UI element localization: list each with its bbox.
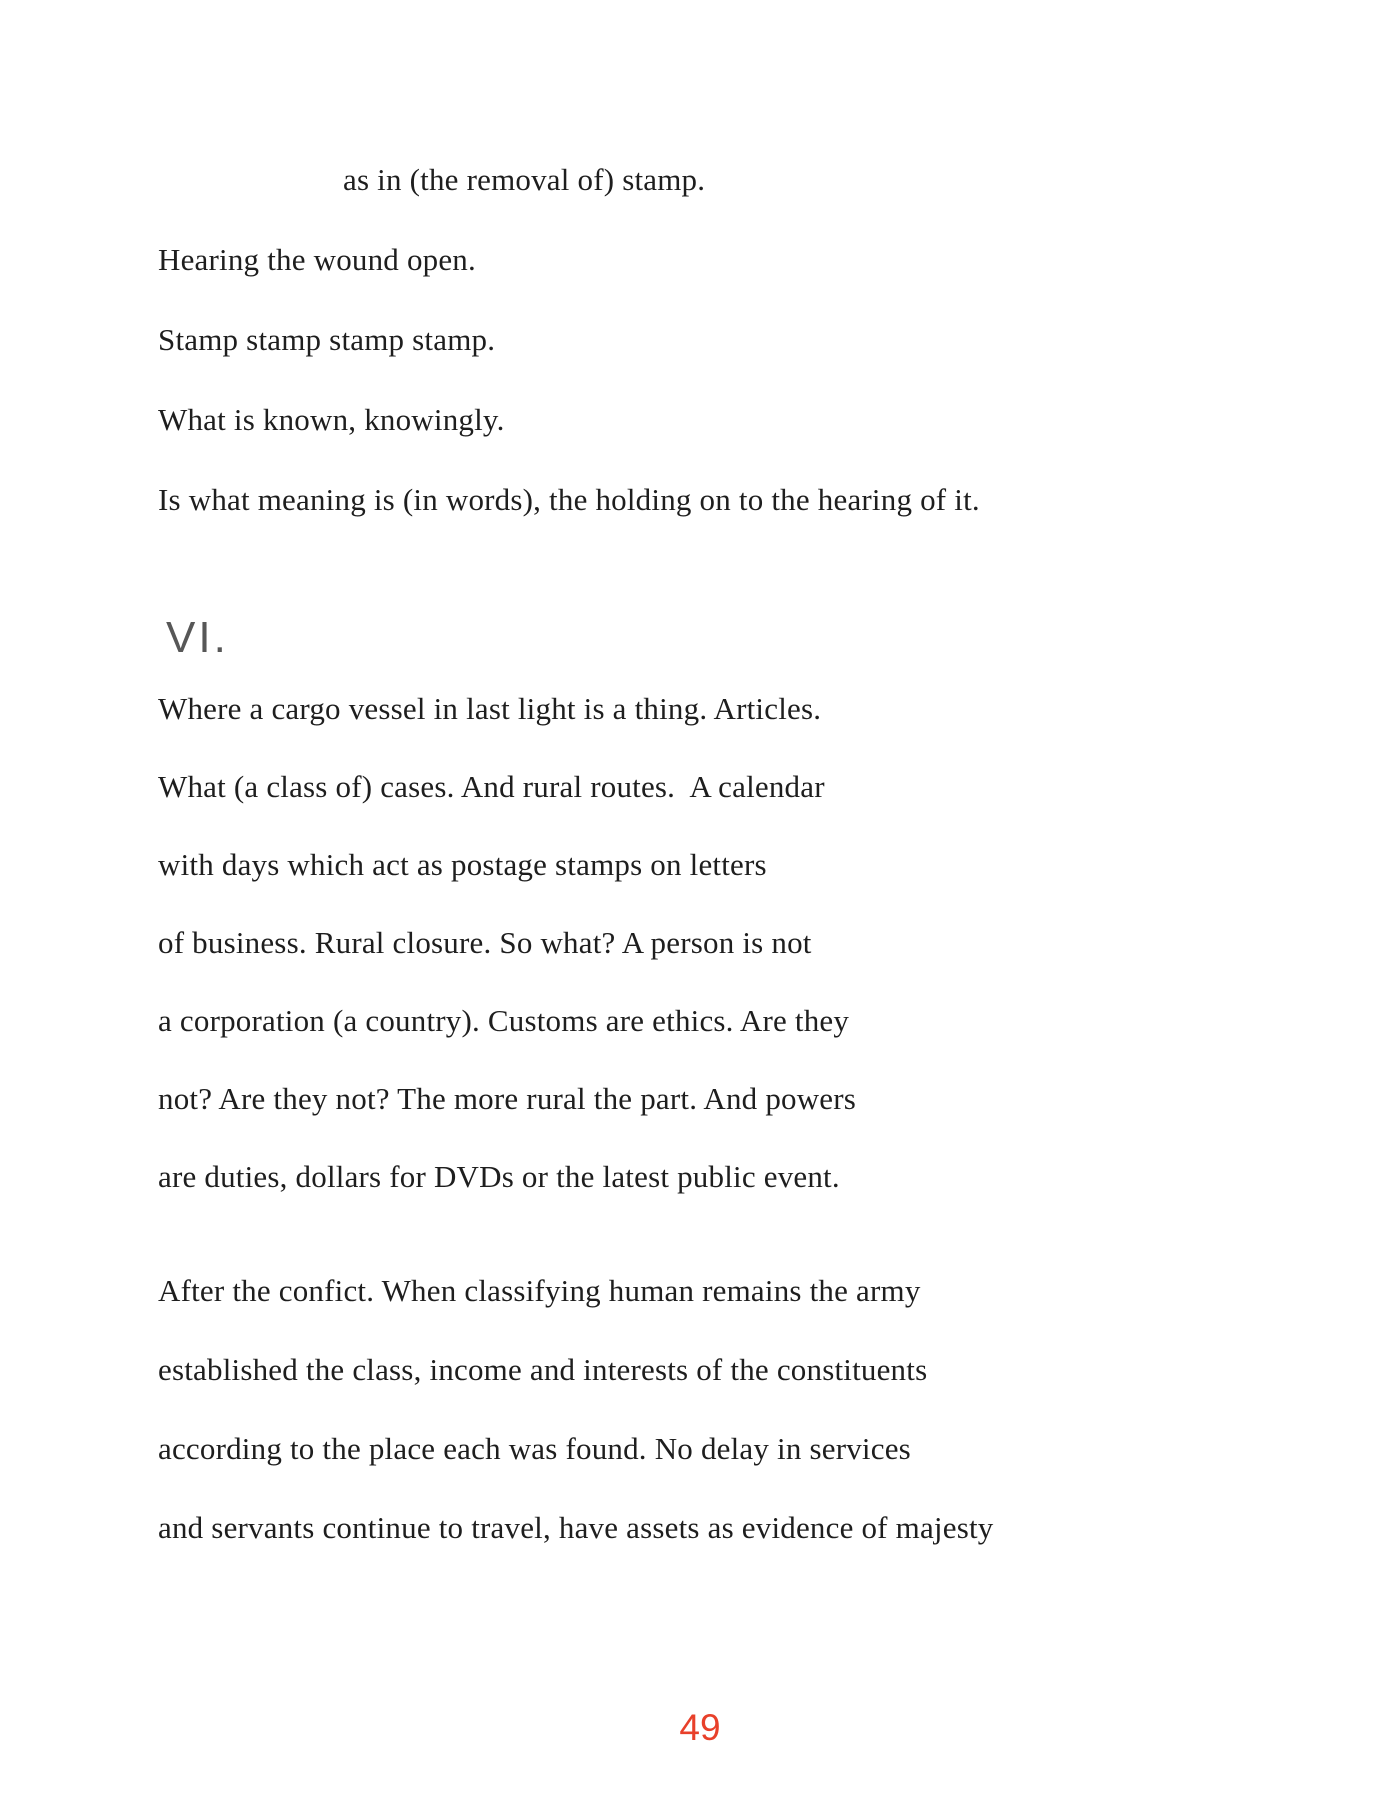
poem-line: a corporation (a country). Customs are ethics. Are they [158, 1003, 850, 1038]
poem-line: established the class, income and interests of the constituents [158, 1351, 928, 1387]
section-heading-vi: VI. [166, 613, 229, 662]
poem-line: are duties, dollars for DVDs or the latest public event. [158, 1159, 840, 1194]
poem-line: and servants continue to travel, have assets as evidence of majesty [158, 1509, 994, 1545]
page-number: 49 [679, 1707, 721, 1748]
poem-line: not? Are they not? The more rural the part. And powers [158, 1081, 857, 1116]
poem-line: After the confict. When classifying human remains the army [158, 1272, 921, 1308]
poem-line: of business. Rural closure. So what? A person is not [158, 925, 812, 960]
poem-line: Stamp stamp stamp stamp. [158, 322, 496, 357]
section-vi-stanza-1 [158, 670, 856, 1216]
poem-line: What (a class of) cases. And rural routes. A calendar [158, 769, 825, 804]
poem-line: Hearing the wound open. [158, 242, 476, 277]
poem-line: according to the place each was found. No delay in services [158, 1430, 911, 1466]
poem-line: with days which act as postage stamps on letters [158, 847, 767, 882]
page-footer [0, 1706, 1400, 1750]
poem-line: Where a cargo vessel in last light is a thing. Articles. [158, 691, 822, 726]
prelude-stanza [158, 140, 980, 540]
poem-line: Is what meaning is (in words), the holding on to the hearing of it. [158, 482, 980, 517]
poem-line: as in (the removal of) stamp. [343, 162, 706, 197]
poem-line: What is known, knowingly. [158, 402, 505, 437]
section-vi-stanza-2 [158, 1251, 993, 1567]
